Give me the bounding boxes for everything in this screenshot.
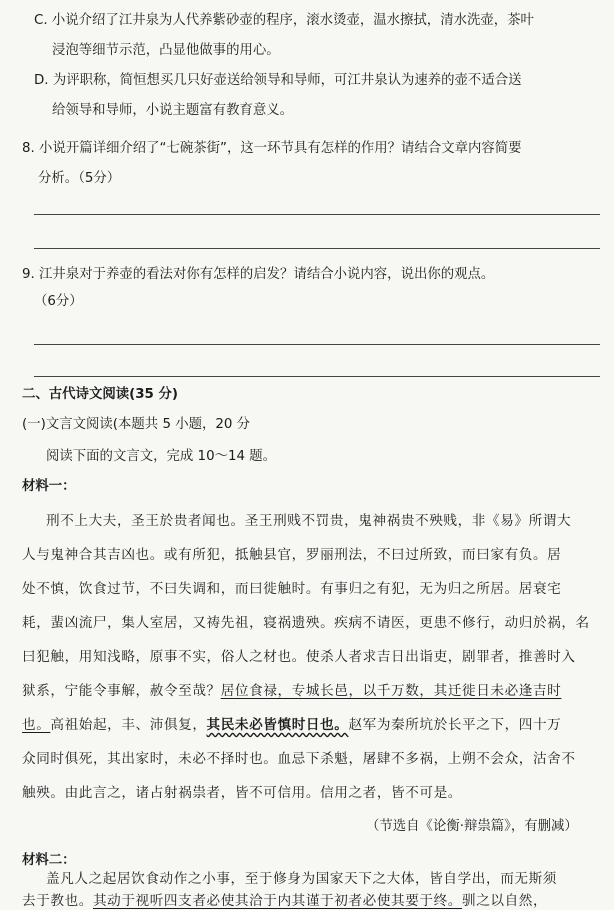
material-1-source: （节选自《论衡·辩祟篇》，有删减） [366, 819, 578, 834]
material-2-text: 去于教也。 [22, 893, 93, 909]
material-1-line [22, 682, 561, 700]
question-9-line2: （6分） [34, 294, 83, 309]
material-1-line: 耗，蜚凶流尸，集人室居，又祷先祖，寝祸遗殃。疾病不请医，更患不修行，动归於祸，名 [22, 615, 590, 631]
material-1-line: 触殃。由此言之，诸占射祸祟者，皆不可信用。信用之者，皆不可是。 [22, 785, 463, 801]
answer-line-q9-1[interactable] [34, 344, 600, 345]
section-2-subtitle: (一)文言文阅读(本题共 5 小题，20 分 [22, 417, 251, 432]
reading-instruction: 阅读下面的文言文，完成 10～14 题。 [46, 449, 277, 464]
section-2-title: 二、古代诗文阅读(35 分) [22, 387, 179, 402]
material-1-text: 高祖始起，丰、沛俱复， [50, 717, 207, 733]
answer-line-q8-1[interactable] [34, 214, 600, 215]
underlined-sentence: 居位食禄，专城长邑，以千万数，其迁徙日未必逢吉时 [220, 683, 562, 699]
material-1-text: 赵军为秦所坑於长平之下，四十万 [348, 717, 562, 733]
option-c-line2: 浸泡等细节示范，凸显他做事的用心。 [52, 43, 280, 58]
material-1-line [22, 716, 561, 734]
material-1-line: 处不慎，饮食过节，不曰失调和，而曰徙触时。有事归之有犯，无为归之所居。居衰宅 [22, 581, 562, 597]
option-d-line1: D. 为评职称，简恒想买几只好壶送给领导和导师，可江井泉认为速养的壶不适合送 [34, 73, 522, 88]
option-d-line2: 给领导和导师，小说主题富有教育意义。 [52, 103, 294, 118]
material-2-line: 盖凡人之起居饮食动作之小事，至于修身为国家天下之大体，皆自学出，而无斯须 [46, 871, 557, 887]
material-2-line [22, 892, 547, 910]
material-2-text: 驯之以自然， [462, 893, 548, 909]
material-1-text: 狱系，宁能令事解，赦令至哉？ [22, 683, 221, 699]
underlined-sentence: 其动于视听四支者必使其洽于内其谨于初者必使其要于终。 [92, 893, 463, 909]
material-1-line: 众同时俱死，其出家时，未必不择时也。血忌下杀魁，屠肆不多祸，上朔不会众，沽舍不 [22, 751, 576, 767]
material-1-line: 刑不上大夫，圣王於贵者闻也。圣王刑贱不罚贵，鬼神祸贵不殃贱，非《易》所谓大 [46, 513, 572, 529]
material-1-line: 人与鬼神合其吉凶也。或有所犯，抵触县官，罗丽刑法，不曰过所致，而曰家有负。居 [22, 547, 562, 563]
wavy-underlined-sentence: 其民未必皆慎时日也。 [206, 717, 349, 733]
question-8-line2: 分析。（5分） [38, 171, 121, 186]
material-2-label: 材料二： [22, 853, 76, 868]
option-c-line1: C. 小说介绍了江井泉为人代养紫砂壶的程序，滚水烫壶，温水擦拭，清水洗壶，茶叶 [34, 13, 534, 28]
underlined-sentence-end: 也。 [22, 717, 51, 733]
question-8-line1: 8. 小说开篇详细介绍了“七碗茶街”，这一环节具有怎样的作用？请结合文章内容简要 [22, 141, 522, 156]
answer-line-q8-2[interactable] [34, 248, 600, 249]
answer-line-q9-2[interactable] [34, 376, 600, 377]
material-1-line: 曰犯触，用知浅略，原事不实，俗人之材也。使杀人者求吉日出诣吏，剧罪者，推善时入 [22, 649, 576, 665]
question-9-line1: 9. 江井泉对于养壶的看法对你有怎样的启发？请结合小说内容，说出你的观点。 [22, 267, 495, 282]
material-1-label: 材料一： [22, 479, 76, 494]
